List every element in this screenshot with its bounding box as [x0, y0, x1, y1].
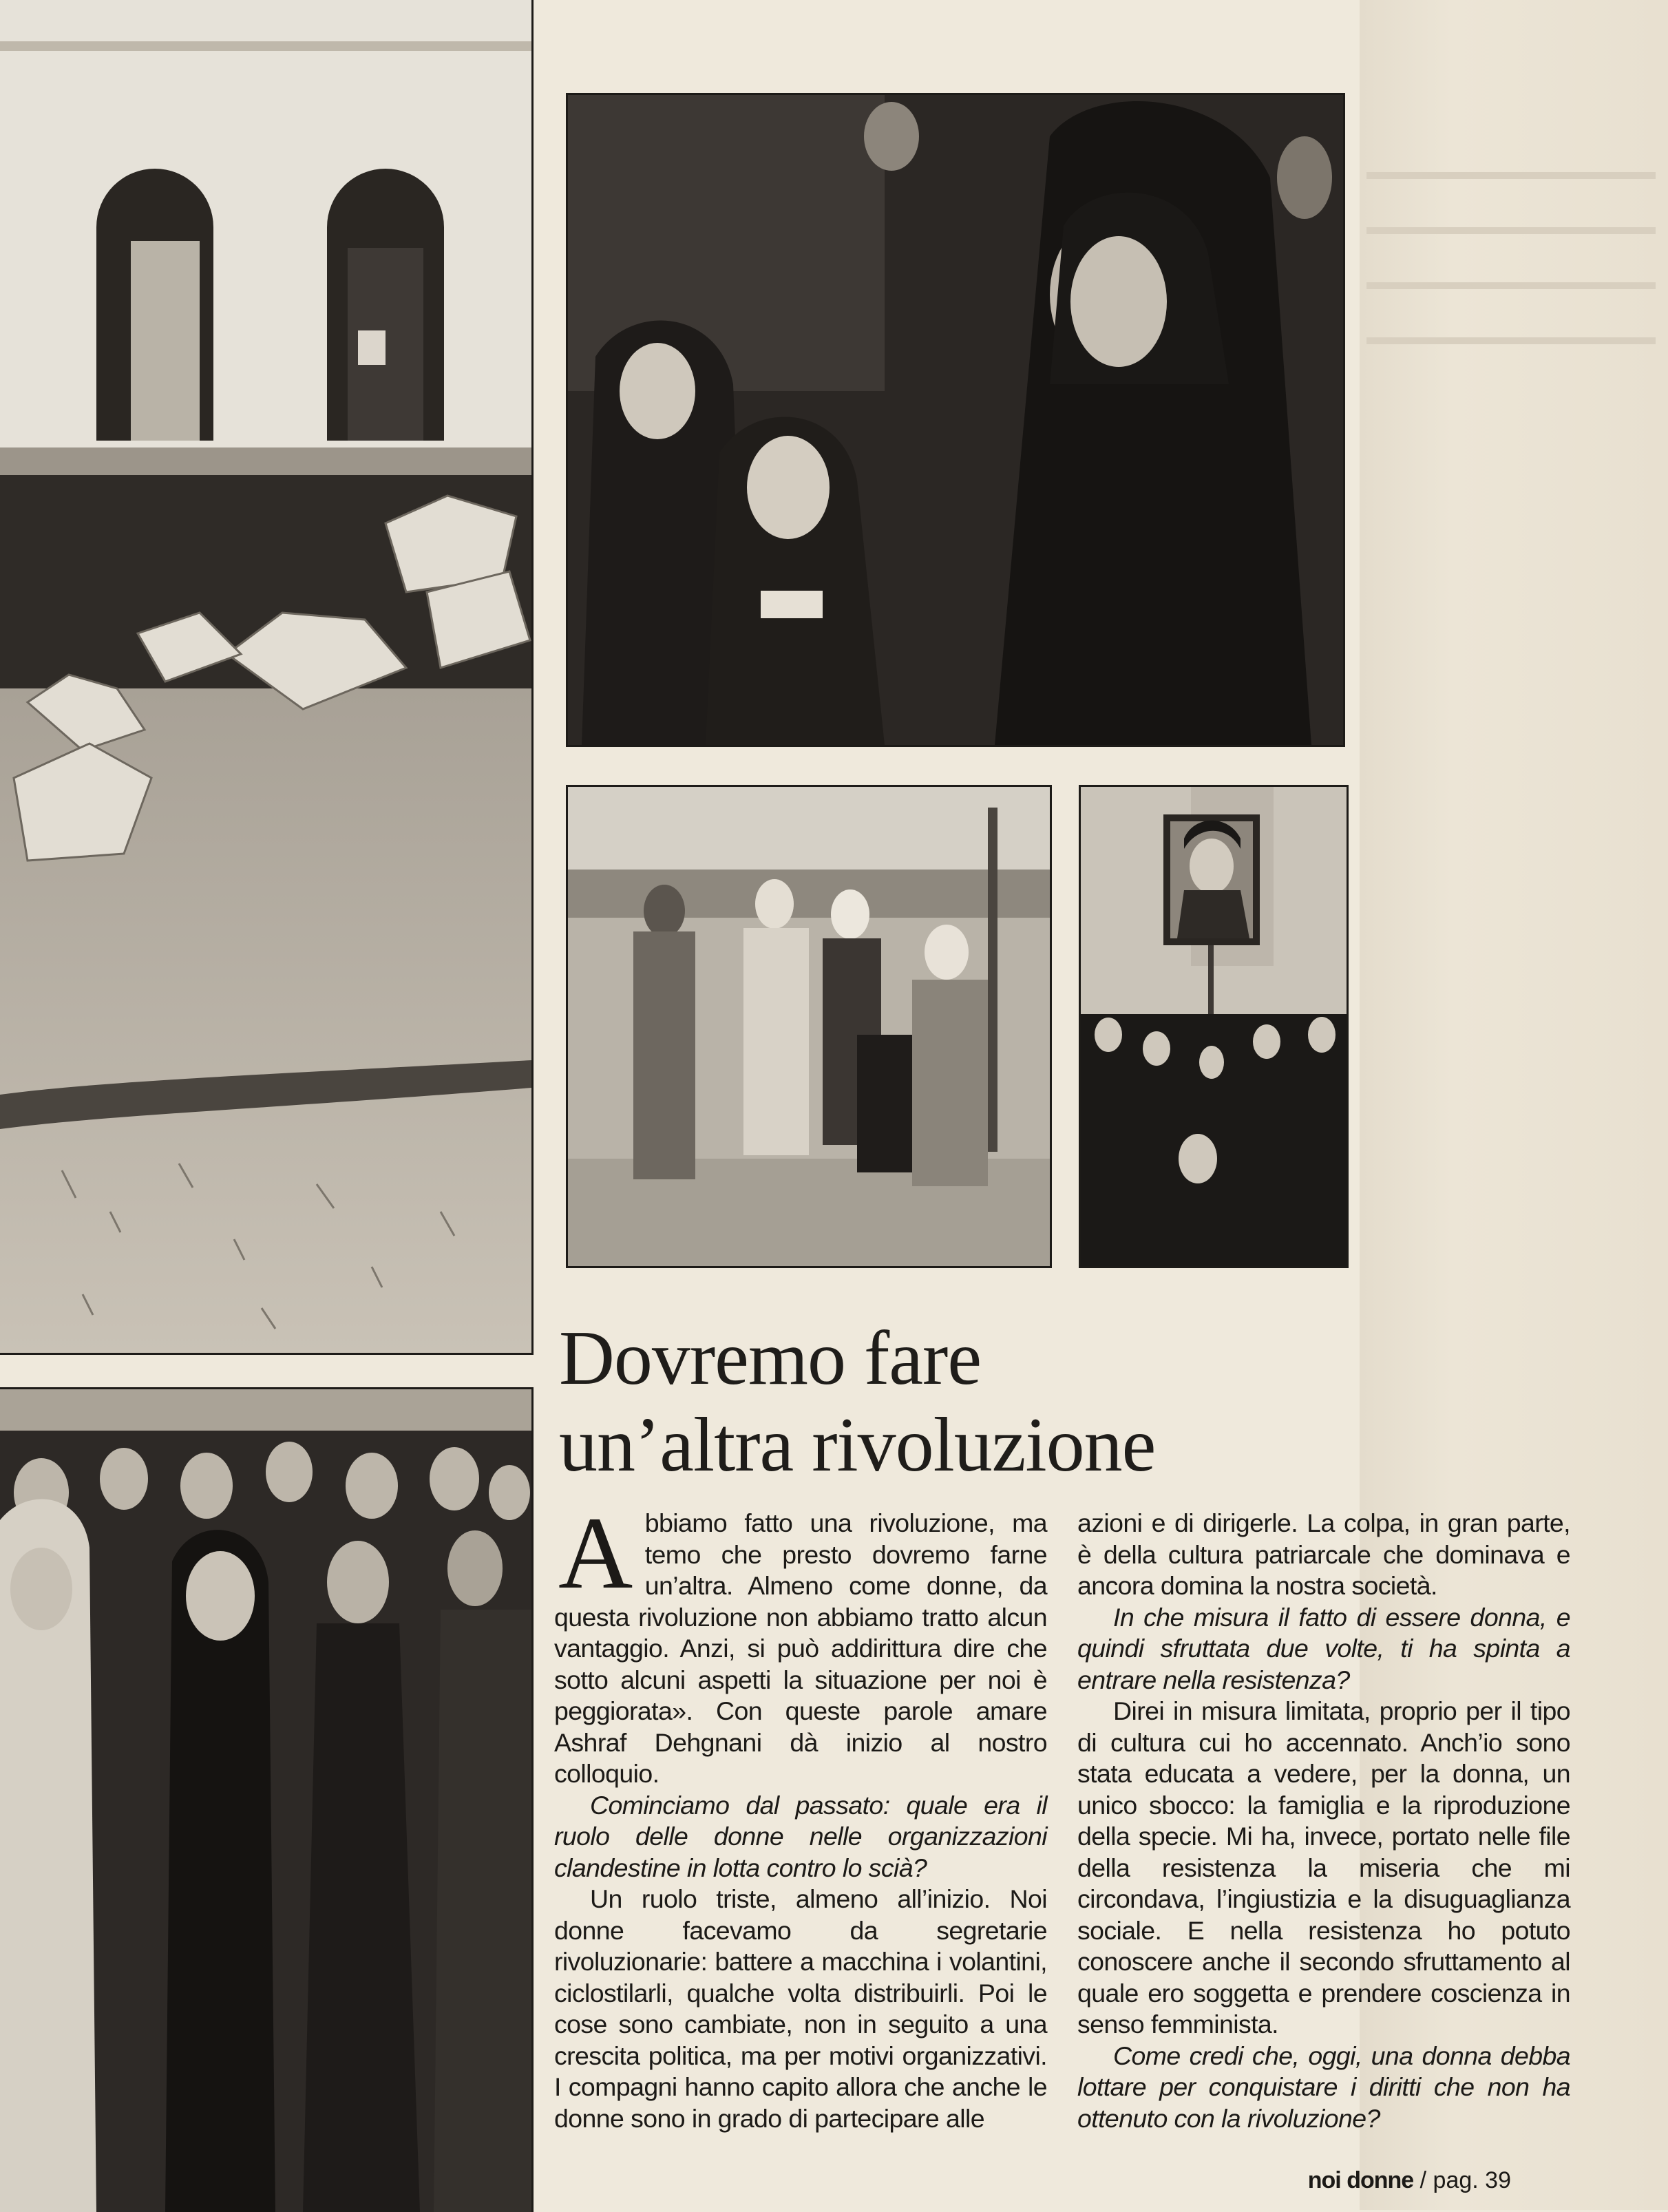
photo-women-marching [566, 785, 1052, 1268]
photo-building-arches [0, 0, 534, 1355]
faint-text-line [1366, 172, 1656, 179]
faint-text-line [1366, 337, 1656, 344]
interview-question: In che misura il fatto di essere donna, e quindi sfruttata due volte, ti ha spinta a entrare nella resistenza? [1077, 1602, 1570, 1694]
article-column-right [1077, 1508, 1570, 2134]
article-paragraph: Un ruolo triste, almeno all’inizio. Noi donne facevamo da segretarie rivoluzionarie: battere a macchina i volantini, ciclostilarli, qualche volta distribuirli. Poi le cose sono cambiate, non in seguito a una crescita politica, ma per motivi organizzativi. I compagni hanno capito allora che anche le donne sono in grado di partecipare alle [554, 1884, 1047, 2133]
faint-text-line [1366, 227, 1656, 234]
headline-line-2: un’altra rivoluzione [559, 1402, 1156, 1488]
footer-separator: / [1419, 2167, 1427, 2193]
faint-text-line [1366, 282, 1656, 289]
article-paragraph: Direi in misura limitata, proprio per il tipo di cultura cui ho accennato. Anch’io sono stata educata a vedere, per la donna, un unico sbocco: la famiglia e la riproduzione della specie. Mi ha, invece, portato nelle file della resistenza la miseria che mi circondava, l’ingiustizia e la disuguaglianza sociale. E nella resistenza ho potuto conoscere anche il secondo sfruttamento al quale ero soggetta e prendere coscienza in senso femminista. [1077, 1696, 1570, 2039]
interview-question: Come credi che, oggi, una donna debba lottare per conquistare i diritti che non ha ottenuto con la rivoluzione? [1077, 2041, 1570, 2133]
headline-line-1: Dovremo fare [559, 1316, 982, 1401]
magazine-name: noi donne [1307, 2167, 1414, 2193]
interview-question: Cominciamo dal passato: quale era il ruolo delle donne nelle organizzazioni clandestine in lotta contro lo scià? [554, 1790, 1047, 1882]
article-column-left [554, 1496, 1047, 2134]
article-paragraph: azioni e di dirigerle. La colpa, in gran parte, è della cultura patriarcale che dominava e ancora domina la nostra società. [1077, 1508, 1570, 1600]
photo-protest-portrait-placard [1079, 785, 1349, 1268]
article-headline [559, 1315, 1351, 1488]
drop-cap: A [558, 1496, 633, 1610]
photo-veiled-women-children [566, 93, 1345, 747]
paragraph-text: bbiamo fatto una rivoluzione, ma temo che presto dovremo farne un’altra. Almeno come donne, da questa rivoluzione non abbiamo tratto alcun vantaggio. Anzi, si può addirittura dire che sotto alcuni aspetti la situazione per noi è peggiorata». Con queste parole amare Ashraf Dehgnani dà inizio al nostro colloquio. [554, 1508, 1047, 1788]
photo-crowd-of-women [0, 1387, 534, 2212]
page-footer [1308, 2167, 1511, 2194]
page-number: pag. 39 [1433, 2167, 1511, 2193]
article-paragraph [554, 1496, 1047, 1790]
